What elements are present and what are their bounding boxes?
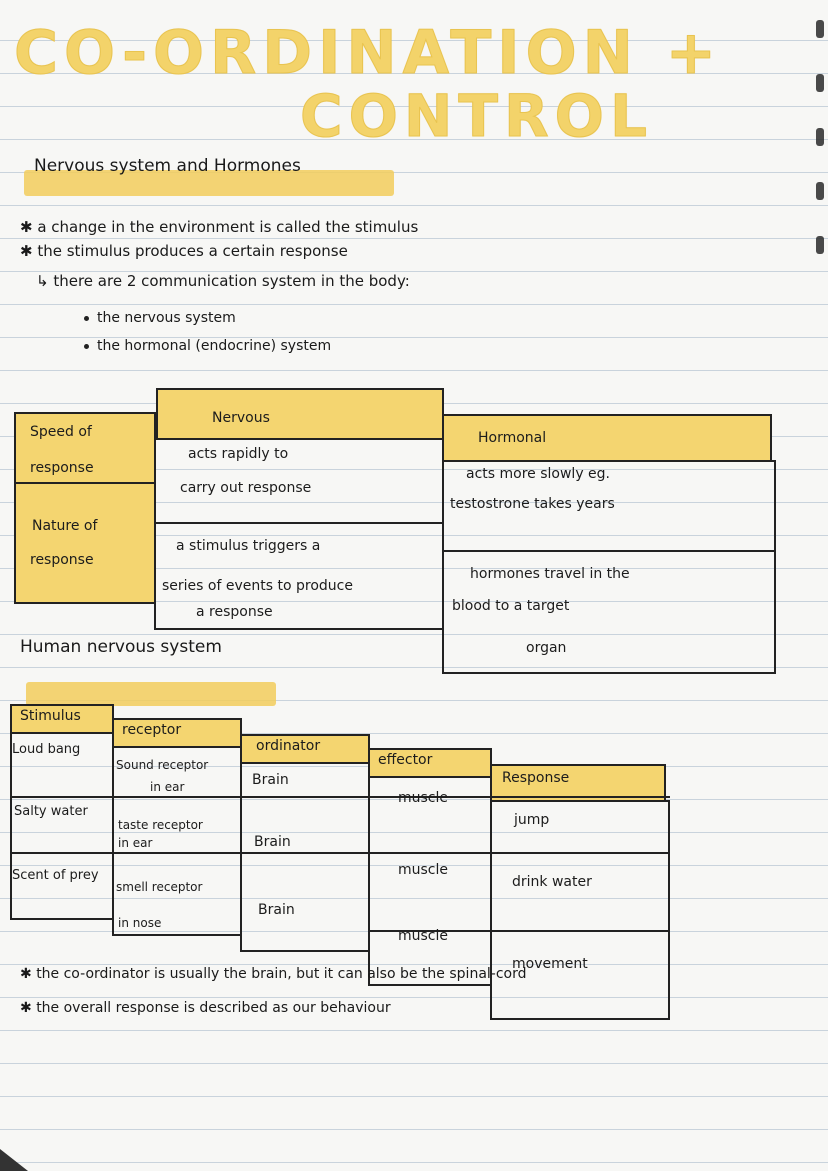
cell-text: a stimulus triggers a — [176, 538, 321, 554]
row-label: Nature of — [32, 518, 98, 534]
cell-receptor: in ear — [150, 780, 185, 794]
col-header-effector: effector — [378, 752, 433, 768]
row-divider — [10, 796, 670, 798]
page-title-line1: CO-ORDINATION + — [14, 18, 723, 88]
cell-response: jump — [514, 812, 550, 828]
table-column — [240, 762, 370, 952]
bullet-text: the hormonal (endocrine) system — [97, 338, 332, 354]
cell-response: movement — [512, 956, 588, 972]
row-label-cell — [14, 482, 156, 604]
row-divider — [10, 852, 670, 854]
footnote-1: ✱ the co-ordinator is usually the brain, but it can also be the spinal-cord — [20, 966, 527, 982]
table-header-cell — [156, 388, 444, 440]
note-line-3: ↳ there are 2 communication system in the body: — [36, 272, 410, 290]
cell-text: carry out response — [180, 480, 312, 496]
table-column — [490, 800, 670, 1020]
col-header-stimulus: Stimulus — [20, 708, 81, 724]
cell-receptor: in nose — [118, 916, 162, 930]
page-corner — [0, 1149, 28, 1171]
row-label: Speed of — [30, 424, 92, 440]
cell-response: drink water — [512, 874, 592, 890]
bullet-item — [84, 310, 236, 326]
note-text: there are 2 communication system in the body: — [53, 272, 410, 290]
table-column — [368, 776, 492, 986]
cell-text: hormones travel in the — [470, 566, 630, 582]
section-heading-human-nervous: Human nervous system — [20, 637, 222, 657]
cell-receptor: Sound receptor — [116, 758, 209, 772]
cell-text: acts more slowly eg. — [466, 466, 610, 482]
cell-coordinator: Brain — [254, 834, 291, 850]
cell-receptor: taste receptor — [118, 818, 203, 832]
row-label: response — [30, 460, 94, 476]
cell-effector: muscle — [398, 928, 449, 944]
note-text: a change in the environment is called the stimulus — [37, 218, 419, 236]
cell-stimulus: Scent of prey — [12, 868, 99, 883]
row-label: response — [30, 552, 94, 568]
table-column — [10, 732, 114, 920]
cell-text: blood to a target — [452, 598, 570, 614]
note-text: the stimulus produces a certain response — [37, 242, 348, 260]
footnote-text: the co-ordinator is usually the brain, but it can also be the spinal-cord — [36, 966, 527, 982]
note-line-2: ✱ the stimulus produces a certain response — [20, 242, 348, 260]
cell-text: testostrone takes years — [450, 496, 615, 512]
heading-highlight — [26, 682, 276, 706]
col-header-response: Response — [502, 770, 570, 786]
cell-effector: muscle — [398, 790, 449, 806]
cell-text: a response — [196, 604, 273, 620]
cell-text: organ — [526, 640, 567, 656]
note-line-1: ✱ a change in the environment is called the stimulus — [20, 218, 419, 236]
cell-receptor: smell receptor — [116, 880, 203, 894]
col-header-receptor: receptor — [122, 722, 182, 738]
bullet-item — [84, 338, 331, 354]
bullet-text: the nervous system — [97, 310, 236, 326]
footnote-text: the overall response is described as our behaviour — [36, 1000, 391, 1016]
section-heading-nervous-hormones: Nervous system and Hormones — [34, 156, 301, 176]
cell-coordinator: Brain — [258, 902, 295, 918]
cell-stimulus: Salty water — [14, 804, 88, 819]
cell-text: acts rapidly to — [188, 446, 289, 462]
cell-stimulus: Loud bang — [12, 742, 81, 757]
col-header-coordinator: ordinator — [256, 738, 321, 754]
col-header-hormonal: Hormonal — [478, 430, 547, 446]
cell-effector: muscle — [398, 862, 449, 878]
page-title-line2: CONTROL — [300, 82, 653, 150]
cell-coordinator: Brain — [252, 772, 289, 788]
cell-text: series of events to produce — [162, 578, 353, 594]
binder-holes — [816, 20, 826, 290]
cell-receptor: in ear — [118, 836, 153, 850]
col-header-nervous: Nervous — [212, 410, 270, 426]
footnote-2: ✱ the overall response is described as our behaviour — [20, 1000, 391, 1016]
